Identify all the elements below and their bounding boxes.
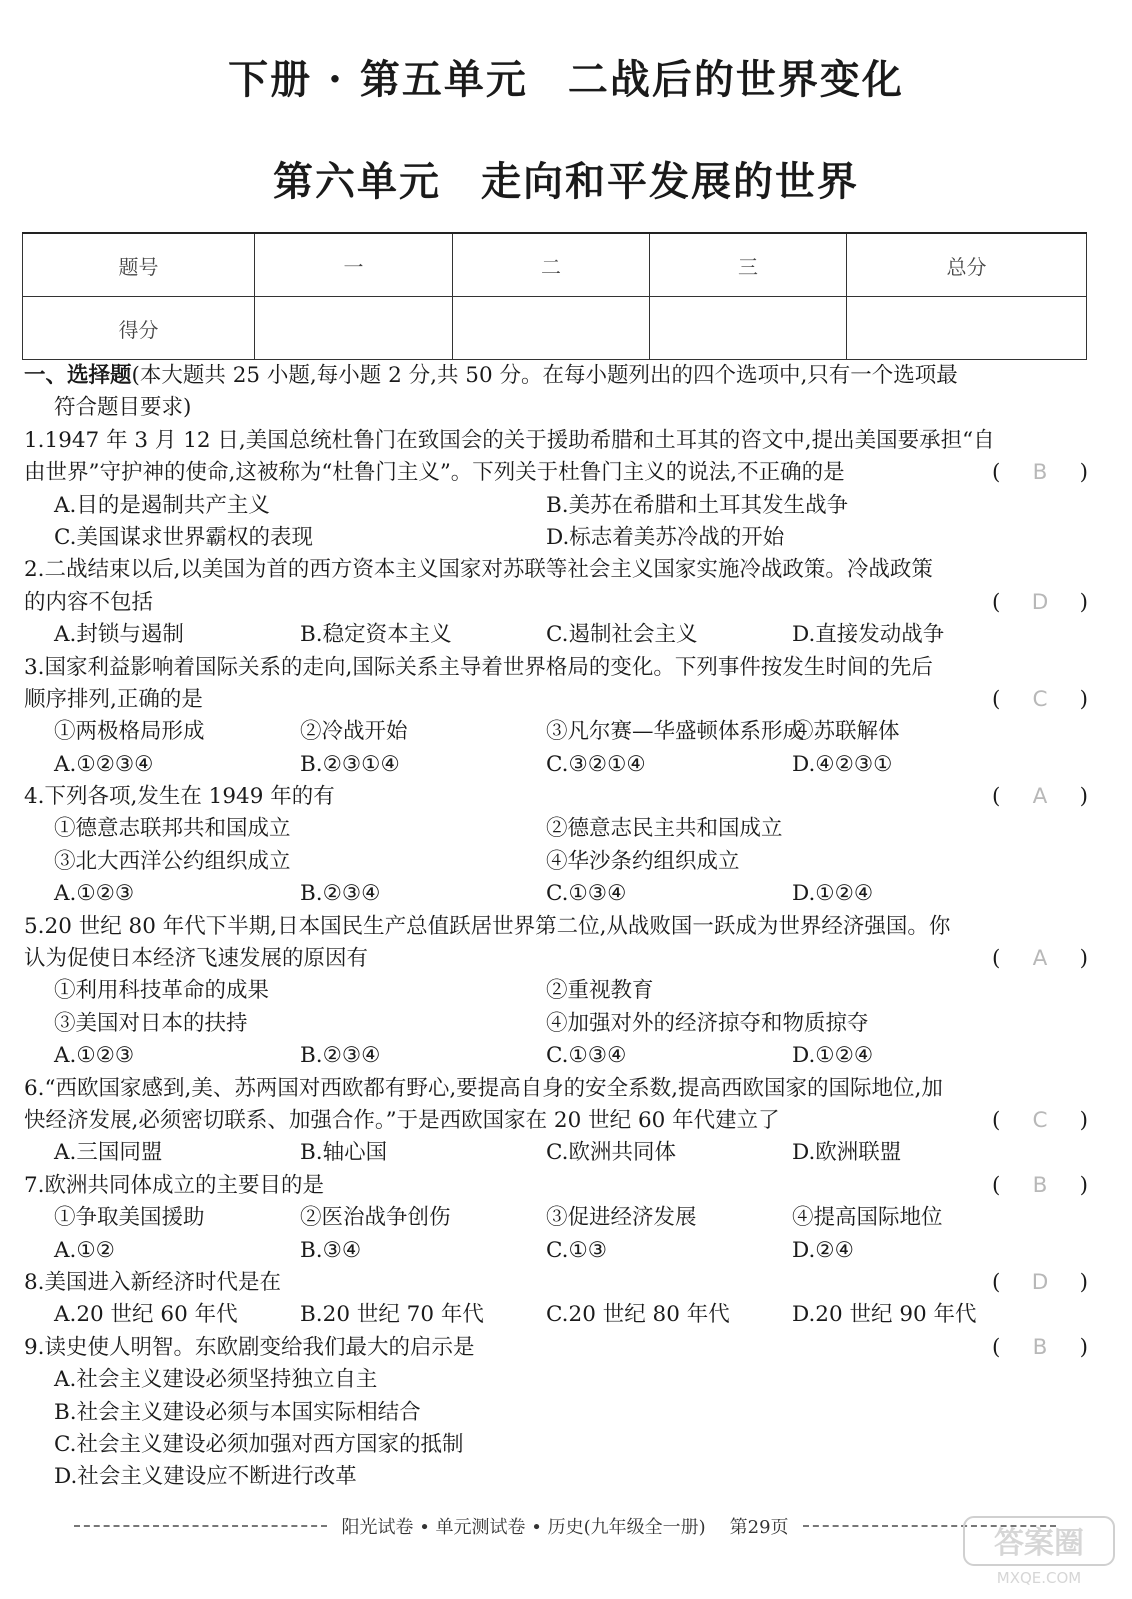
question-stem-text: 快经济发展,必须密切联系、加强合作。”于是西欧国家在 20 世纪 60 年代建立了 <box>24 1107 780 1133</box>
option: D.①②④ <box>792 1043 874 1069</box>
option: B.轴心国 <box>300 1140 388 1166</box>
score-table-header-row <box>23 233 1087 297</box>
question-stem-text: 顺序排列,正确的是 <box>24 686 203 712</box>
option: C.美国谋求世界霸权的表现 <box>54 524 314 550</box>
score-table-cell: 总分 <box>847 233 1087 297</box>
option: A.社会主义建设必须坚持独立自主 <box>54 1367 378 1393</box>
option: C.①③④ <box>546 1043 627 1069</box>
numbered-item: ④加强对外的经济掠夺和物质掠夺 <box>546 1010 869 1036</box>
option: A.三国同盟 <box>54 1140 163 1166</box>
score-table-cell: 一 <box>255 233 453 297</box>
bracket-open: ( <box>992 1334 1001 1360</box>
question-stem-text: 的内容不包括 <box>24 589 154 615</box>
option: D.直接发动战争 <box>792 622 945 648</box>
option: A.①② <box>54 1237 115 1263</box>
question-stem <box>24 1105 1090 1137</box>
bracket-open: ( <box>992 946 1001 972</box>
score-input-cell <box>255 297 453 360</box>
numbered-item: ③北大西洋公约组织成立 <box>54 848 291 874</box>
item-row <box>24 813 1090 845</box>
bracket-open: ( <box>992 589 1001 615</box>
unit-title <box>0 48 1132 105</box>
option: C.社会主义建设必须加强对西方国家的抵制 <box>54 1431 464 1457</box>
unit-title-part1: 下册 · 第五单元 <box>228 56 528 103</box>
option: D.①②④ <box>792 881 874 907</box>
option-row <box>24 1299 1090 1331</box>
option: C.遏制社会主义 <box>546 622 698 648</box>
answer-bracket <box>992 1170 1088 1202</box>
answer-mark: C <box>1032 1107 1048 1133</box>
answer-bracket <box>992 1105 1088 1137</box>
question-stem: 1.1947 年 3 月 12 日,美国总统杜鲁门在致国会的关于援助希腊和土耳其的咨文中,提出美国要承担“自 <box>24 427 995 453</box>
numbered-item: ②德意志民主共和国成立 <box>546 816 783 842</box>
item-row <box>24 846 1090 878</box>
question-stem-text: 7.欧洲共同体成立的主要目的是 <box>24 1172 325 1198</box>
option-row <box>24 490 1090 522</box>
score-table-cell: 二 <box>453 233 650 297</box>
question-stem <box>24 1267 1090 1299</box>
score-input-cell <box>847 297 1087 360</box>
numbered-item: ①德意志联邦共和国成立 <box>54 816 291 842</box>
score-input-cell <box>650 297 847 360</box>
option-row <box>24 522 1090 554</box>
numbered-item: ③美国对日本的扶持 <box>54 1010 248 1036</box>
option: A.目的是遏制共产主义 <box>54 492 270 518</box>
bracket-open: ( <box>992 1172 1001 1198</box>
bracket-close: ) <box>1079 1269 1088 1295</box>
question-stem <box>24 943 1090 975</box>
score-input-cell <box>453 297 650 360</box>
answer-mark: A <box>1032 784 1048 810</box>
numbered-item: ③凡尔赛—华盛顿体系形成 <box>546 719 805 745</box>
option: B.②③①④ <box>300 751 400 777</box>
answer-bracket <box>992 1267 1088 1299</box>
score-table <box>22 232 1087 360</box>
bracket-open: ( <box>992 784 1001 810</box>
question-list <box>24 360 1090 1494</box>
answer-bracket <box>992 684 1088 716</box>
option: B.稳定资本主义 <box>300 622 452 648</box>
bracket-close: ) <box>1079 686 1088 712</box>
option: D.欧洲联盟 <box>792 1140 902 1166</box>
answer-bracket <box>992 1332 1088 1364</box>
option: D.②④ <box>792 1237 854 1263</box>
question-stem: 5.20 世纪 80 年代下半期,日本国民生产总值跃居世界第二位,从战败国一跃成为世界经济强国。你 <box>24 913 951 939</box>
page-number: 第29页 <box>729 1517 789 1538</box>
question-stem <box>24 587 1090 619</box>
option: A.①②③④ <box>54 751 154 777</box>
option: C.欧洲共同体 <box>546 1140 677 1166</box>
section-title: 一、选择题 <box>24 363 132 388</box>
score-table-score-row <box>23 297 1087 360</box>
watermark-url: MXQE.COM <box>996 1569 1082 1587</box>
answer-mark: B <box>1032 1334 1048 1360</box>
unit-subtitle <box>0 150 1132 207</box>
watermark-logo-icon <box>960 1511 1120 1589</box>
option: A.封锁与遏制 <box>54 622 184 648</box>
numbered-item: ④提高国际地位 <box>792 1205 943 1231</box>
option: D.④②③① <box>792 751 893 777</box>
option-row <box>24 619 1090 651</box>
question-stem-text: 由世界”守护神的使命,这被称为“杜鲁门主义”。下列关于杜鲁门主义的说法,不正确的是 <box>24 460 845 486</box>
option-row <box>24 1235 1090 1267</box>
option: C.①③④ <box>546 881 627 907</box>
item-row <box>24 716 1090 748</box>
option: B.20 世纪 70 年代 <box>300 1302 484 1328</box>
numbered-item: ②冷战开始 <box>300 719 408 745</box>
footer-divider-left <box>74 1525 327 1527</box>
option: D.社会主义建设应不断进行改革 <box>54 1464 357 1490</box>
item-row <box>24 1008 1090 1040</box>
numbered-item: ①两极格局形成 <box>54 719 205 745</box>
section-note-continued: 符合题目要求) <box>54 395 192 421</box>
numbered-item: ②医治战争创伤 <box>300 1205 451 1231</box>
option-row <box>24 878 1090 910</box>
question-stem <box>24 1332 1090 1364</box>
watermark-text: 答案圈 <box>994 1526 1084 1561</box>
numbered-item: ③促进经济发展 <box>546 1205 697 1231</box>
question-stem: 6.“西欧国家感到,美、苏两国对西欧都有野心,要提高自身的安全系数,提高西欧国家的国际地位,加 <box>24 1075 943 1101</box>
answer-mark: A <box>1032 946 1048 972</box>
section-heading <box>24 360 1090 392</box>
numbered-item: ④苏联解体 <box>792 719 900 745</box>
bracket-close: ) <box>1079 460 1088 486</box>
item-row <box>24 975 1090 1007</box>
bracket-open: ( <box>992 1269 1001 1295</box>
numbered-item: ②重视教育 <box>546 978 654 1004</box>
score-table-cell: 题号 <box>23 233 255 297</box>
score-table-cell: 三 <box>650 233 847 297</box>
bracket-close: ) <box>1079 784 1088 810</box>
answer-mark: D <box>1031 1269 1049 1295</box>
option: B.③④ <box>300 1237 362 1263</box>
option: A.20 世纪 60 年代 <box>54 1302 238 1328</box>
bracket-close: ) <box>1079 946 1088 972</box>
question-stem <box>24 457 1090 489</box>
bracket-open: ( <box>992 460 1001 486</box>
answer-bracket <box>992 457 1088 489</box>
bracket-close: ) <box>1079 1334 1088 1360</box>
unit-subtitle-part2: 走向和平发展的世界 <box>481 158 859 205</box>
option: B.②③④ <box>300 1043 381 1069</box>
answer-bracket <box>992 587 1088 619</box>
watermark-logo <box>960 1511 1120 1589</box>
question-stem-text: 认为促使日本经济飞速发展的原因有 <box>24 946 369 972</box>
answer-mark: C <box>1032 686 1048 712</box>
bracket-open: ( <box>992 1107 1001 1133</box>
answer-mark: B <box>1032 1172 1048 1198</box>
option: D.20 世纪 90 年代 <box>792 1302 977 1328</box>
question-stem <box>24 781 1090 813</box>
option: B.②③④ <box>300 881 381 907</box>
question-stem <box>24 1170 1090 1202</box>
answer-mark: D <box>1031 589 1049 615</box>
bracket-open: ( <box>992 686 1001 712</box>
item-row <box>24 1202 1090 1234</box>
unit-subtitle-part1: 第六单元 <box>273 158 441 205</box>
answer-bracket <box>992 781 1088 813</box>
numbered-item: ①利用科技革命的成果 <box>54 978 270 1004</box>
question-stem: 2.二战结束以后,以美国为首的西方资本主义国家对苏联等社会主义国家实施冷战政策。冷战政策 <box>24 557 933 583</box>
option-row <box>24 749 1090 781</box>
option: D.标志着美苏冷战的开始 <box>546 524 785 550</box>
option-row <box>24 1040 1090 1072</box>
option-row <box>24 1137 1090 1169</box>
section-note: (本大题共 25 小题,每小题 2 分,共 50 分。在每小题列出的四个选项中,只有一个选项最 <box>131 363 958 388</box>
bracket-close: ) <box>1079 1107 1088 1133</box>
footer-text: 阳光试卷 • 单元测试卷 • 历史(九年级全一册) <box>341 1517 706 1538</box>
option: A.①②③ <box>54 1043 135 1069</box>
question-stem-text: 4.下列各项,发生在 1949 年的有 <box>24 784 335 810</box>
numbered-item: ①争取美国援助 <box>54 1205 205 1231</box>
unit-title-part2: 二战后的世界变化 <box>567 56 904 103</box>
bracket-close: ) <box>1079 589 1088 615</box>
numbered-item: ④华沙条约组织成立 <box>546 848 740 874</box>
option: B.美苏在希腊和土耳其发生战争 <box>546 492 849 518</box>
option: A.①②③ <box>54 881 135 907</box>
option: C.③②①④ <box>546 751 646 777</box>
option: B.社会主义建设必须与本国实际相结合 <box>54 1399 421 1425</box>
score-table-cell: 得分 <box>23 297 255 360</box>
question-stem-text: 9.读史使人明智。东欧剧变给我们最大的启示是 <box>24 1334 475 1360</box>
question-stem <box>24 684 1090 716</box>
option: C.20 世纪 80 年代 <box>546 1302 730 1328</box>
question-stem: 3.国家利益影响着国际关系的走向,国际关系主导着世界格局的变化。下列事件按发生时间的先后 <box>24 654 933 680</box>
question-stem-text: 8.美国进入新经济时代是在 <box>24 1269 282 1295</box>
option: C.①③ <box>546 1237 608 1263</box>
bracket-close: ) <box>1079 1172 1088 1198</box>
page-footer <box>60 1513 1070 1539</box>
answer-mark: B <box>1032 460 1048 486</box>
answer-bracket <box>992 943 1088 975</box>
